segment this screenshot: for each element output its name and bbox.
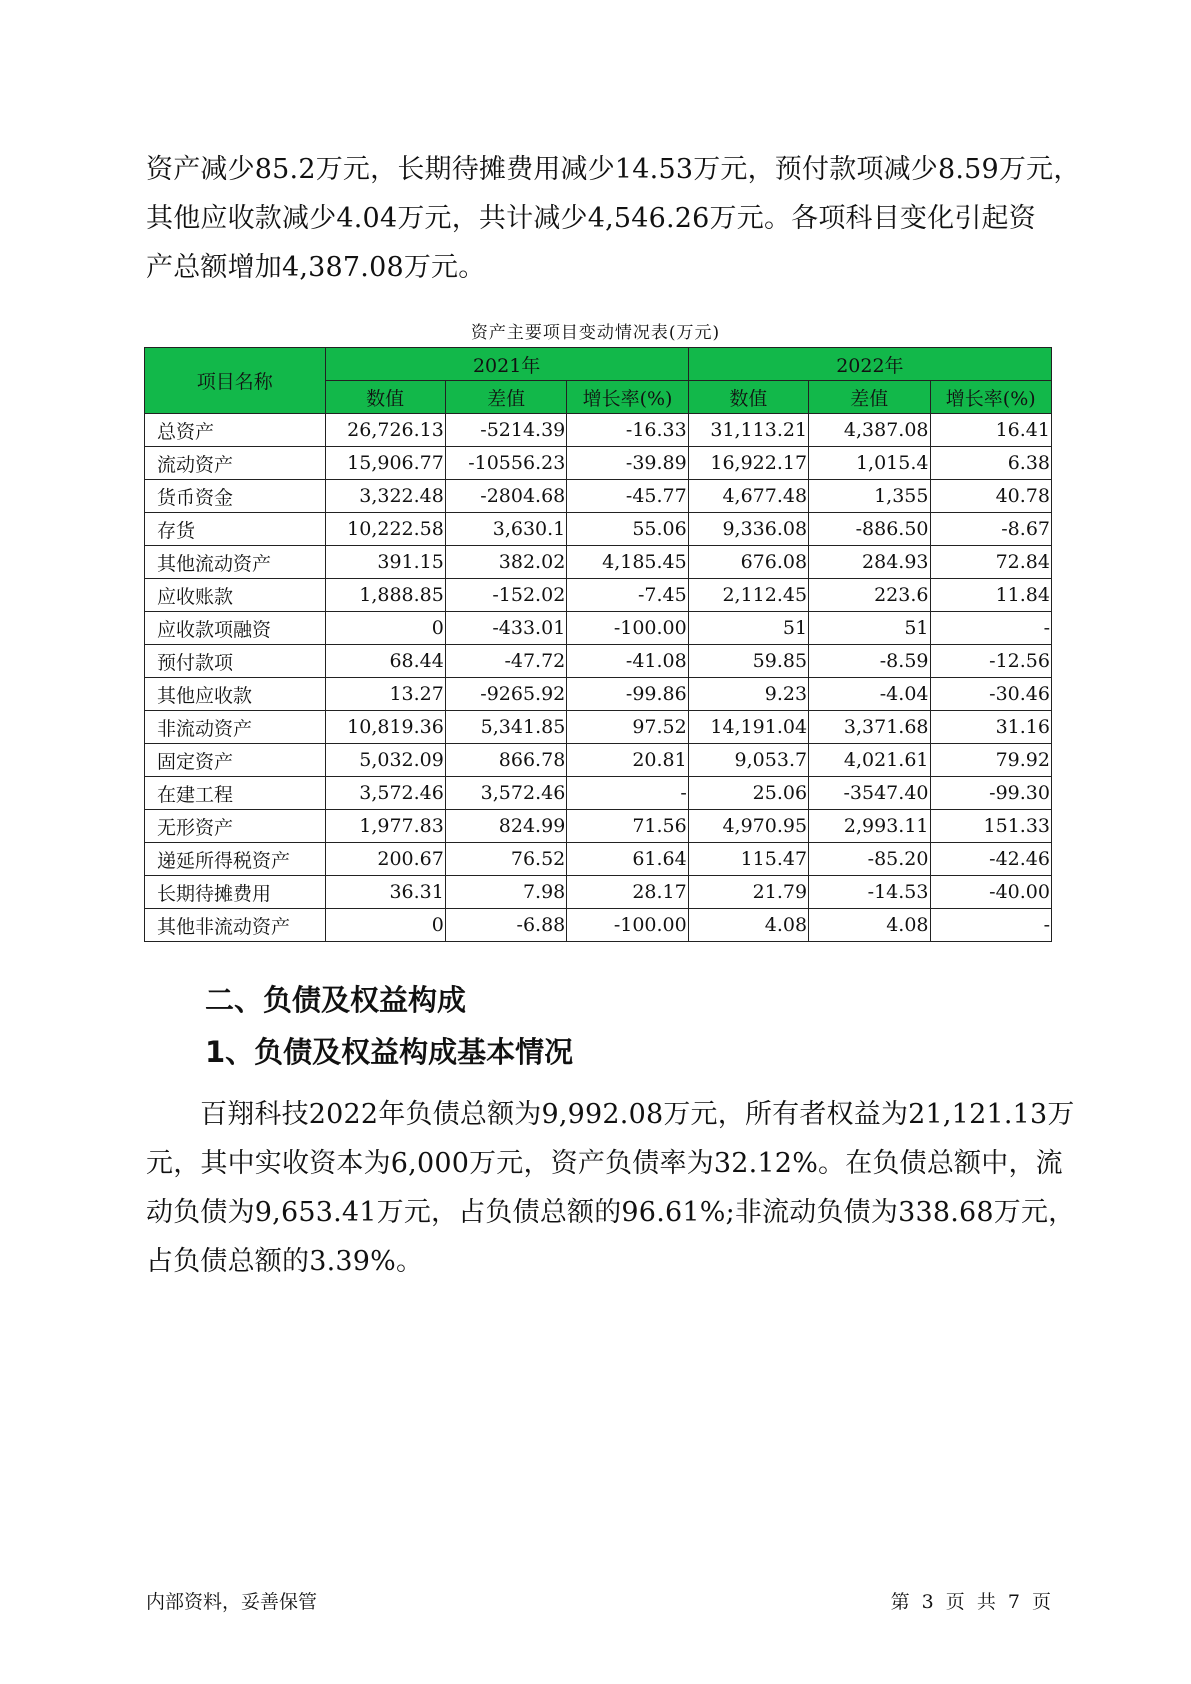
row-value-cell: 1,015.4: [809, 447, 930, 480]
row-value-cell: -47.72: [445, 645, 566, 678]
table-row: [145, 711, 1052, 744]
header-item-name: 项目名称: [145, 348, 326, 414]
subsection-heading: 1、负债及权益构成基本情况: [205, 1035, 574, 1069]
row-value-cell: 7.98: [445, 876, 566, 909]
subheader-diff-2022: 差值: [809, 381, 930, 414]
row-value-cell: -7.45: [567, 579, 688, 612]
subheader-value-2021: 数值: [325, 381, 445, 414]
row-value-cell: -42.46: [930, 843, 1052, 876]
table-caption: 资产主要项目变动情况表(万元): [470, 323, 721, 343]
row-value-cell: -100.00: [567, 909, 688, 942]
intro-line: 资产减少85.2万元，长期待摊费用减少14.53万元，预付款项减少8.59万元，: [146, 154, 1081, 185]
row-value-cell: -6.88: [445, 909, 566, 942]
table-row: [145, 513, 1052, 546]
row-value-cell: 9,336.08: [688, 513, 808, 546]
row-value-cell: 9.23: [688, 678, 808, 711]
row-value-cell: 3,572.46: [325, 777, 445, 810]
row-value-cell: 97.52: [567, 711, 688, 744]
row-item-name: 无形资产: [145, 810, 326, 843]
row-value-cell: 20.81: [567, 744, 688, 777]
row-value-cell: 4,387.08: [809, 414, 930, 447]
row-value-cell: 51: [809, 612, 930, 645]
table-row: [145, 744, 1052, 777]
table-row: [145, 843, 1052, 876]
row-value-cell: -: [930, 612, 1052, 645]
row-value-cell: 200.67: [325, 843, 445, 876]
row-value-cell: -45.77: [567, 480, 688, 513]
row-value-cell: 51: [688, 612, 808, 645]
table-row: [145, 777, 1052, 810]
row-item-name: 非流动资产: [145, 711, 326, 744]
header-year-2021: 2021年: [325, 348, 688, 381]
header-year-2022: 2022年: [688, 348, 1051, 381]
row-value-cell: 382.02: [445, 546, 566, 579]
row-value-cell: -85.20: [809, 843, 930, 876]
row-item-name: 预付款项: [145, 645, 326, 678]
row-value-cell: -8.59: [809, 645, 930, 678]
table-row: [145, 876, 1052, 909]
row-value-cell: 3,322.48: [325, 480, 445, 513]
row-value-cell: -99.30: [930, 777, 1052, 810]
row-value-cell: 0: [325, 612, 445, 645]
body-line: 元，其中实收资本为6,000万元，资产负债率为32.12%。在负债总额中，流: [146, 1148, 1063, 1179]
footer-page-number: 第 3 页 共 7 页: [890, 1591, 1051, 1613]
subheader-value-2022: 数值: [688, 381, 808, 414]
row-value-cell: 4.08: [688, 909, 808, 942]
table-row: [145, 810, 1052, 843]
row-value-cell: 0: [325, 909, 445, 942]
row-value-cell: -40.00: [930, 876, 1052, 909]
row-value-cell: 14,191.04: [688, 711, 808, 744]
row-value-cell: 2,993.11: [809, 810, 930, 843]
row-value-cell: 76.52: [445, 843, 566, 876]
row-value-cell: 28.17: [567, 876, 688, 909]
row-value-cell: 1,355: [809, 480, 930, 513]
row-value-cell: 4,185.45: [567, 546, 688, 579]
row-value-cell: 59.85: [688, 645, 808, 678]
row-value-cell: 21.79: [688, 876, 808, 909]
row-value-cell: -39.89: [567, 447, 688, 480]
row-value-cell: -152.02: [445, 579, 566, 612]
row-value-cell: 4,677.48: [688, 480, 808, 513]
table-row: [145, 612, 1052, 645]
row-value-cell: 151.33: [930, 810, 1052, 843]
row-value-cell: 115.47: [688, 843, 808, 876]
row-value-cell: -14.53: [809, 876, 930, 909]
row-value-cell: 5,032.09: [325, 744, 445, 777]
row-value-cell: 55.06: [567, 513, 688, 546]
row-item-name: 长期待摊费用: [145, 876, 326, 909]
table-row: [145, 579, 1052, 612]
row-value-cell: 15,906.77: [325, 447, 445, 480]
subheader-growth-2022: 增长率(%): [930, 381, 1052, 414]
row-item-name: 应收款项融资: [145, 612, 326, 645]
row-value-cell: -30.46: [930, 678, 1052, 711]
row-value-cell: 31.16: [930, 711, 1052, 744]
row-value-cell: -9265.92: [445, 678, 566, 711]
row-value-cell: 3,572.46: [445, 777, 566, 810]
row-value-cell: -3547.40: [809, 777, 930, 810]
table-row: [145, 447, 1052, 480]
row-value-cell: -4.04: [809, 678, 930, 711]
table-row: [145, 678, 1052, 711]
row-item-name: 递延所得税资产: [145, 843, 326, 876]
row-value-cell: 676.08: [688, 546, 808, 579]
row-value-cell: 26,726.13: [325, 414, 445, 447]
row-value-cell: -: [930, 909, 1052, 942]
intro-line: 产总额增加4,387.08万元。: [146, 252, 486, 283]
row-value-cell: -2804.68: [445, 480, 566, 513]
row-value-cell: 6.38: [930, 447, 1052, 480]
row-value-cell: -16.33: [567, 414, 688, 447]
row-value-cell: -5214.39: [445, 414, 566, 447]
row-value-cell: 4,021.61: [809, 744, 930, 777]
row-item-name: 货币资金: [145, 480, 326, 513]
row-value-cell: 13.27: [325, 678, 445, 711]
row-value-cell: 36.31: [325, 876, 445, 909]
row-value-cell: 16.41: [930, 414, 1052, 447]
row-value-cell: 223.6: [809, 579, 930, 612]
row-value-cell: 31,113.21: [688, 414, 808, 447]
table-row: [145, 909, 1052, 942]
row-value-cell: 72.84: [930, 546, 1052, 579]
row-value-cell: 824.99: [445, 810, 566, 843]
intro-paragraph: [146, 145, 1081, 292]
body-line: 占负债总额的3.39%。: [146, 1246, 424, 1277]
row-value-cell: 40.78: [930, 480, 1052, 513]
table-row: [145, 480, 1052, 513]
row-value-cell: 61.64: [567, 843, 688, 876]
row-value-cell: -41.08: [567, 645, 688, 678]
row-value-cell: 284.93: [809, 546, 930, 579]
subheader-diff-2021: 差值: [445, 381, 566, 414]
row-value-cell: 866.78: [445, 744, 566, 777]
row-value-cell: 5,341.85: [445, 711, 566, 744]
row-value-cell: 10,222.58: [325, 513, 445, 546]
row-value-cell: 4,970.95: [688, 810, 808, 843]
row-item-name: 在建工程: [145, 777, 326, 810]
row-value-cell: -99.86: [567, 678, 688, 711]
subheader-growth-2021: 增长率(%): [567, 381, 688, 414]
row-value-cell: 10,819.36: [325, 711, 445, 744]
row-value-cell: -12.56: [930, 645, 1052, 678]
row-value-cell: -433.01: [445, 612, 566, 645]
row-value-cell: 4.08: [809, 909, 930, 942]
row-value-cell: -100.00: [567, 612, 688, 645]
table-row: [145, 645, 1052, 678]
row-item-name: 其他非流动资产: [145, 909, 326, 942]
row-value-cell: -10556.23: [445, 447, 566, 480]
row-item-name: 其他应收款: [145, 678, 326, 711]
row-value-cell: 3,630.1: [445, 513, 566, 546]
row-value-cell: 1,977.83: [325, 810, 445, 843]
row-value-cell: 3,371.68: [809, 711, 930, 744]
intro-line: 其他应收款减少4.04万元，共计减少4,546.26万元。各项科目变化引起资: [146, 203, 1036, 234]
row-value-cell: -: [567, 777, 688, 810]
row-value-cell: 16,922.17: [688, 447, 808, 480]
row-value-cell: 71.56: [567, 810, 688, 843]
row-item-name: 存货: [145, 513, 326, 546]
row-item-name: 应收账款: [145, 579, 326, 612]
row-item-name: 总资产: [145, 414, 326, 447]
row-value-cell: 9,053.7: [688, 744, 808, 777]
table-row: [145, 546, 1052, 579]
asset-changes-table: [144, 347, 1052, 942]
body-line: 动负债为9,653.41万元，占负债总额的96.61%;非流动负债为338.68万元，: [146, 1197, 1076, 1228]
row-item-name: 流动资产: [145, 447, 326, 480]
row-item-name: 固定资产: [145, 744, 326, 777]
row-item-name: 其他流动资产: [145, 546, 326, 579]
section-heading: 二、负债及权益构成: [205, 983, 467, 1017]
footer-confidential-note: 内部资料，妥善保管: [146, 1591, 318, 1613]
row-value-cell: -8.67: [930, 513, 1052, 546]
body-paragraph: [146, 1090, 1076, 1286]
row-value-cell: -886.50: [809, 513, 930, 546]
row-value-cell: 11.84: [930, 579, 1052, 612]
row-value-cell: 391.15: [325, 546, 445, 579]
body-line: 百翔科技2022年负债总额为9,992.08万元，所有者权益为21,121.13万: [200, 1099, 1075, 1130]
table-row: [145, 414, 1052, 447]
row-value-cell: 1,888.85: [325, 579, 445, 612]
row-value-cell: 2,112.45: [688, 579, 808, 612]
row-value-cell: 79.92: [930, 744, 1052, 777]
row-value-cell: 25.06: [688, 777, 808, 810]
row-value-cell: 68.44: [325, 645, 445, 678]
